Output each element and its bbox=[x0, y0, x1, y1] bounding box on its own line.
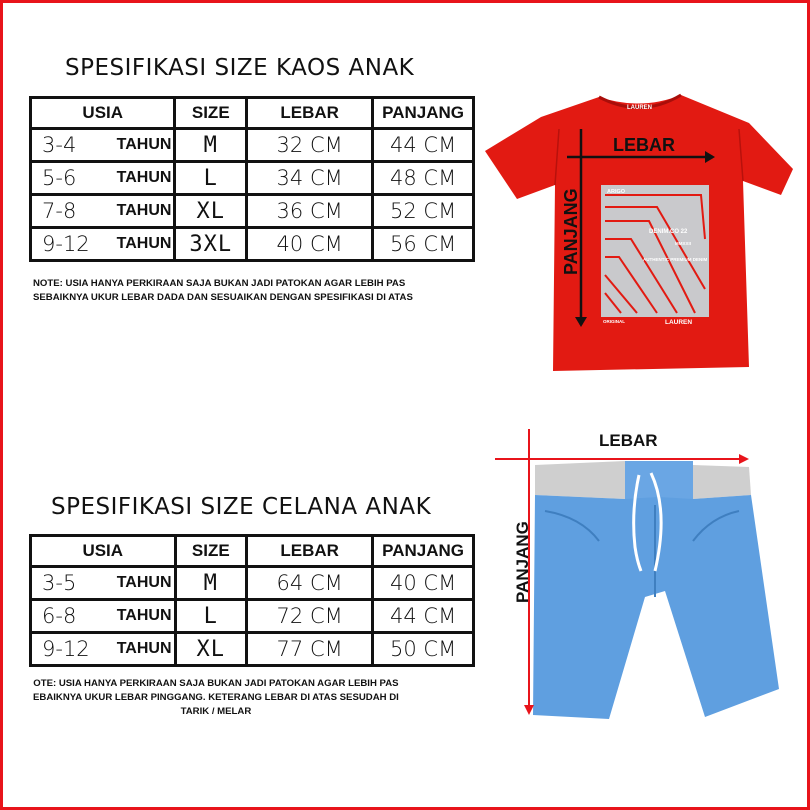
age-value: 5-6 bbox=[42, 166, 77, 190]
collar-label: LAUREN bbox=[627, 105, 652, 111]
age-value: 7-8 bbox=[42, 199, 77, 223]
note-line: SEBAIKNYA UKUR LEBAR DADA DAN SESUAIKAN DENGAN SPESIFIKASI DI ATAS bbox=[33, 292, 413, 303]
panjang-value: 52 CM bbox=[373, 195, 474, 228]
panjang-value: 56 CM bbox=[373, 228, 474, 261]
age-cell bbox=[31, 228, 175, 261]
lebar-value: 72 CM bbox=[247, 600, 373, 633]
lebar-value: 34 CM bbox=[247, 162, 373, 195]
kaos-title: SPESIFIKASI SIZE KAOS ANAK bbox=[65, 55, 415, 81]
lebar-value: 36 CM bbox=[247, 195, 373, 228]
table-row bbox=[31, 129, 474, 162]
shorts-panjang-label: PANJANG bbox=[513, 521, 532, 603]
table-header-row bbox=[31, 536, 474, 567]
age-value: 3-4 bbox=[42, 133, 77, 157]
print-tagline: AUTHENTIC PREMIUM DENIM bbox=[643, 257, 708, 262]
age-unit: TAHUN bbox=[116, 169, 172, 186]
size-value: M bbox=[175, 567, 247, 600]
panjang-value: 48 CM bbox=[373, 162, 474, 195]
header-lebar: LEBAR bbox=[247, 98, 373, 129]
print-bottom-right: LAUREN bbox=[665, 319, 693, 326]
header-usia: USIA bbox=[31, 536, 176, 567]
size-value: XL bbox=[175, 633, 247, 666]
age-cell bbox=[31, 195, 175, 228]
note-line: NOTE: USIA HANYA PERKIRAAN SAJA BUKAN JADI PATOKAN AGAR LEBIH PAS bbox=[33, 278, 406, 289]
tshirt-print bbox=[601, 185, 709, 317]
print-small: MMXXII bbox=[675, 241, 692, 246]
lebar-value: 32 CM bbox=[247, 129, 373, 162]
table-row bbox=[31, 600, 474, 633]
celana-size-table bbox=[29, 534, 475, 667]
lebar-value: 77 CM bbox=[247, 633, 373, 666]
header-lebar: LEBAR bbox=[247, 536, 373, 567]
kaos-note bbox=[33, 277, 413, 305]
kaos-size-table bbox=[29, 96, 475, 262]
header-usia: USIA bbox=[31, 98, 175, 129]
age-unit: TAHUN bbox=[116, 235, 172, 252]
age-cell bbox=[31, 129, 175, 162]
panjang-value: 44 CM bbox=[373, 129, 474, 162]
note-line: EBAIKNYA UKUR LEBAR PINGGANG. KETERANG LEBAR DI ATAS SESUDAH DI bbox=[33, 692, 399, 703]
shorts-lebar-label: LEBAR bbox=[599, 431, 658, 450]
table-row bbox=[31, 162, 474, 195]
table-header-row bbox=[31, 98, 474, 129]
shorts-illustration bbox=[489, 421, 805, 731]
age-value: 6-8 bbox=[42, 604, 77, 628]
age-unit: TAHUN bbox=[116, 640, 172, 657]
header-panjang: PANJANG bbox=[373, 536, 474, 567]
size-value: M bbox=[175, 129, 247, 162]
lebar-value: 64 CM bbox=[247, 567, 373, 600]
celana-note bbox=[33, 677, 399, 719]
table-row bbox=[31, 567, 474, 600]
age-value: 9-12 bbox=[42, 232, 90, 256]
size-value: 3XL bbox=[175, 228, 247, 261]
panjang-value: 44 CM bbox=[373, 600, 474, 633]
panjang-value: 40 CM bbox=[373, 567, 474, 600]
print-label: DENIM.CO 22 bbox=[649, 229, 688, 235]
age-cell bbox=[31, 633, 176, 666]
header-size: SIZE bbox=[175, 98, 247, 129]
age-cell bbox=[31, 162, 175, 195]
age-value: 3-5 bbox=[42, 571, 77, 595]
size-value: L bbox=[175, 600, 247, 633]
age-unit: TAHUN bbox=[116, 574, 172, 591]
age-unit: TAHUN bbox=[116, 202, 172, 219]
print-brand-top: ARIGO bbox=[607, 189, 626, 195]
note-line: TARIK / MELAR bbox=[180, 706, 252, 717]
table-row bbox=[31, 195, 474, 228]
print-bottom-left: ORIGINAL bbox=[603, 319, 625, 324]
age-cell bbox=[31, 567, 176, 600]
tshirt-illustration bbox=[481, 89, 806, 374]
tshirt-lebar-label: LEBAR bbox=[613, 135, 675, 155]
size-value: L bbox=[175, 162, 247, 195]
age-unit: TAHUN bbox=[116, 607, 172, 624]
age-unit: TAHUN bbox=[116, 136, 172, 153]
tshirt-panjang-label: PANJANG bbox=[561, 188, 581, 275]
note-line: OTE: USIA HANYA PERKIRAAN SAJA BUKAN JADI PATOKAN AGAR LEBIH PAS bbox=[33, 678, 399, 689]
lebar-value: 40 CM bbox=[247, 228, 373, 261]
age-cell bbox=[31, 600, 176, 633]
table-row bbox=[31, 633, 474, 666]
header-size: SIZE bbox=[175, 536, 247, 567]
header-panjang: PANJANG bbox=[373, 98, 474, 129]
celana-title: SPESIFIKASI SIZE CELANA ANAK bbox=[51, 494, 432, 520]
panjang-value: 50 CM bbox=[373, 633, 474, 666]
size-value: XL bbox=[175, 195, 247, 228]
table-row bbox=[31, 228, 474, 261]
age-value: 9-12 bbox=[42, 637, 90, 661]
